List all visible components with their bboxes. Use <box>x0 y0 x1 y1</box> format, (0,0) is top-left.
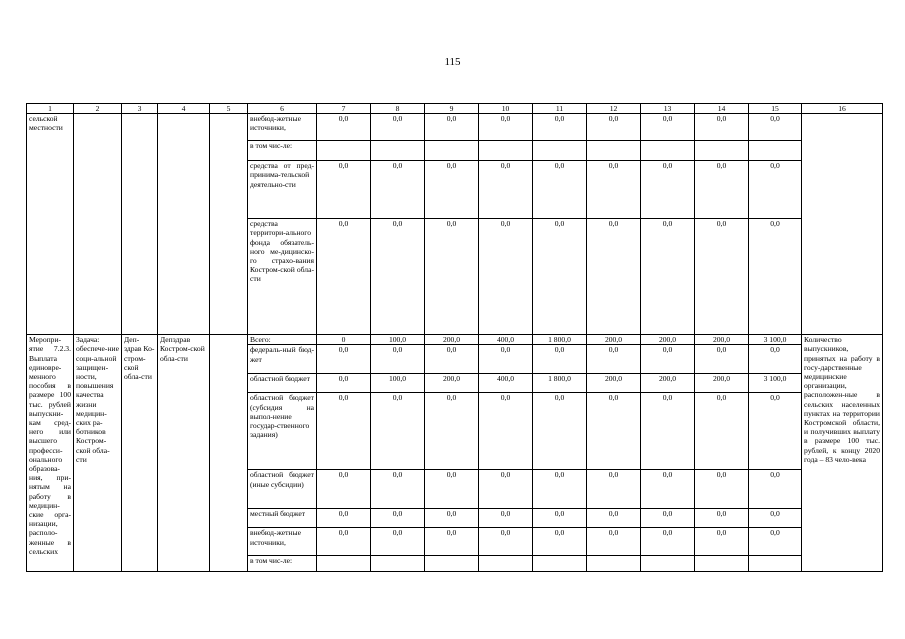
amount-cell: 1 800,0 <box>533 335 587 345</box>
amount-cell: 0,0 <box>371 509 425 528</box>
amount-cell: 0,0 <box>695 161 749 219</box>
column-header: 11 <box>533 104 587 114</box>
funding-source: областной бюджет (субсидия на выпол-нение государ-ственного задания) <box>248 393 317 470</box>
amount-cell: 0 <box>317 335 371 345</box>
amount-cell: 0,0 <box>371 528 425 556</box>
empty-cell <box>210 335 248 572</box>
amount-cell: 0,0 <box>641 345 695 374</box>
amount-cell: 200,0 <box>587 335 641 345</box>
amount-cell: 1 800,0 <box>533 374 587 393</box>
amount-cell: 200,0 <box>587 374 641 393</box>
amount-cell: 0,0 <box>317 509 371 528</box>
funding-source: областной бюджет (иные субсидии) <box>248 470 317 509</box>
amount-cell: 0,0 <box>425 528 479 556</box>
amount-cell <box>425 556 479 572</box>
amount-cell: 0,0 <box>587 161 641 219</box>
amount-cell: 200,0 <box>425 335 479 345</box>
amount-cell: 0,0 <box>695 509 749 528</box>
amount-cell: 0,0 <box>533 509 587 528</box>
amount-cell <box>371 556 425 572</box>
amount-cell: 0,0 <box>533 161 587 219</box>
amount-cell: 0,0 <box>479 345 533 374</box>
amount-cell <box>695 556 749 572</box>
co-executor: Депздрав Костром-ской обла-сти <box>158 335 210 572</box>
amount-cell: 0,0 <box>749 219 802 335</box>
amount-cell <box>641 141 695 161</box>
amount-cell <box>587 556 641 572</box>
amount-cell: 0,0 <box>587 219 641 335</box>
amount-cell <box>641 556 695 572</box>
column-header: 10 <box>479 104 533 114</box>
amount-cell: 0,0 <box>371 470 425 509</box>
amount-cell: 0,0 <box>749 528 802 556</box>
amount-cell: 0,0 <box>587 470 641 509</box>
amount-cell <box>533 556 587 572</box>
empty-cell <box>158 114 210 335</box>
column-header: 1 <box>27 104 74 114</box>
amount-cell: 0,0 <box>425 219 479 335</box>
amount-cell: 3 100,0 <box>749 335 802 345</box>
amount-cell: 0,0 <box>749 114 802 141</box>
amount-cell <box>317 556 371 572</box>
amount-cell: 100,0 <box>371 335 425 345</box>
funding-source: федераль-ный бюд-жет <box>248 345 317 374</box>
amount-cell: 0,0 <box>749 509 802 528</box>
amount-cell: 0,0 <box>587 114 641 141</box>
amount-cell: 0,0 <box>749 393 802 470</box>
amount-cell: 0,0 <box>479 509 533 528</box>
amount-cell: 0,0 <box>533 219 587 335</box>
amount-cell: 0,0 <box>317 345 371 374</box>
amount-cell: 3 100,0 <box>749 374 802 393</box>
amount-cell: 0,0 <box>479 470 533 509</box>
amount-cell: 0,0 <box>695 393 749 470</box>
amount-cell: 0,0 <box>371 345 425 374</box>
funding-source: областной бюджет <box>248 374 317 393</box>
amount-cell <box>479 556 533 572</box>
amount-cell: 0,0 <box>641 393 695 470</box>
amount-cell: 0,0 <box>695 219 749 335</box>
column-header: 8 <box>371 104 425 114</box>
amount-cell: 0,0 <box>695 470 749 509</box>
amount-cell: 0,0 <box>317 161 371 219</box>
funding-source: Всего: <box>248 335 317 345</box>
page-number: 115 <box>444 56 461 68</box>
amount-cell: 0,0 <box>371 219 425 335</box>
activity-name: Меропри-ятие 7.2.3. Выплата единовре-менного пособия в размере 100 тыс. рублей выпускни-кам сред-него или высшего професси-онального образова-ния, при-нятым на работу в медицин-ские орга-низации, располо-женные в сельских <box>27 335 74 572</box>
amount-cell: 0,0 <box>641 161 695 219</box>
column-header: 3 <box>122 104 158 114</box>
amount-cell: 0,0 <box>425 470 479 509</box>
amount-cell: 0,0 <box>371 161 425 219</box>
amount-cell <box>749 141 802 161</box>
amount-cell: 0,0 <box>425 393 479 470</box>
amount-cell: 0,0 <box>317 219 371 335</box>
amount-cell: 0,0 <box>479 161 533 219</box>
column-header: 9 <box>425 104 479 114</box>
column-header: 2 <box>74 104 122 114</box>
activity-name: сельской местности <box>27 114 74 335</box>
amount-cell <box>479 141 533 161</box>
amount-cell: 0,0 <box>317 114 371 141</box>
expected-result: Количество выпускников, принятых на работу в госу-дарственные медицинские организации, расположен-ные в сельских населенных пунктах на территории Костромской области, и получивших выплату в размере 100 тыс. рублей, к концу 2020 года – 83 чело-века <box>802 335 883 572</box>
funding-source: в том чис-ле: <box>248 141 317 161</box>
empty-cell <box>802 114 883 335</box>
column-header: 14 <box>695 104 749 114</box>
amount-cell: 0,0 <box>425 509 479 528</box>
amount-cell: 0,0 <box>695 345 749 374</box>
funding-source: средства от пред-принима-тельской деятельно-сти <box>248 161 317 219</box>
amount-cell: 0,0 <box>587 509 641 528</box>
funding-source: местный бюджет <box>248 509 317 528</box>
column-header: 6 <box>248 104 317 114</box>
column-header: 12 <box>587 104 641 114</box>
header-row <box>27 104 883 114</box>
amount-cell: 200,0 <box>695 335 749 345</box>
amount-cell <box>371 141 425 161</box>
amount-cell: 0,0 <box>749 470 802 509</box>
amount-cell: 400,0 <box>479 335 533 345</box>
amount-cell: 0,0 <box>749 345 802 374</box>
amount-cell <box>425 141 479 161</box>
amount-cell: 0,0 <box>317 393 371 470</box>
amount-cell: 0,0 <box>425 114 479 141</box>
amount-cell: 0,0 <box>641 114 695 141</box>
amount-cell: 200,0 <box>641 374 695 393</box>
column-header: 16 <box>802 104 883 114</box>
column-header: 5 <box>210 104 248 114</box>
empty-cell <box>210 114 248 335</box>
amount-cell: 0,0 <box>479 114 533 141</box>
amount-cell: 0,0 <box>533 345 587 374</box>
amount-cell: 0,0 <box>371 114 425 141</box>
amount-cell: 0,0 <box>371 393 425 470</box>
amount-cell: 0,0 <box>587 393 641 470</box>
amount-cell: 0,0 <box>749 161 802 219</box>
amount-cell: 0,0 <box>317 528 371 556</box>
amount-cell: 100,0 <box>371 374 425 393</box>
funding-source: в том чис-ле: <box>248 556 317 572</box>
amount-cell: 400,0 <box>479 374 533 393</box>
amount-cell: 0,0 <box>425 345 479 374</box>
amount-cell: 0,0 <box>533 470 587 509</box>
amount-cell <box>533 141 587 161</box>
amount-cell: 0,0 <box>641 509 695 528</box>
amount-cell: 0,0 <box>641 219 695 335</box>
amount-cell: 0,0 <box>641 470 695 509</box>
task-description: Задача: обеспече-ние соци-альной защищен-ности, повышения качества жизни медицин-ских ра-ботников Костром-ской обла-сти <box>74 335 122 572</box>
amount-cell: 0,0 <box>479 393 533 470</box>
amount-cell: 0,0 <box>695 114 749 141</box>
column-header: 15 <box>749 104 802 114</box>
amount-cell <box>749 556 802 572</box>
amount-cell: 0,0 <box>587 528 641 556</box>
budget-table <box>26 103 883 572</box>
amount-cell: 0,0 <box>587 345 641 374</box>
amount-cell: 0,0 <box>533 393 587 470</box>
amount-cell: 0,0 <box>425 161 479 219</box>
funding-source: внебюд-жетные источники, <box>248 528 317 556</box>
amount-cell: 0,0 <box>317 374 371 393</box>
amount-cell <box>695 141 749 161</box>
empty-cell <box>74 114 122 335</box>
funding-source: средства территори-ального фонда обязатель-ного ме-дицинско-го страхо-вания Костром-ской обла-сти <box>248 219 317 335</box>
column-header: 13 <box>641 104 695 114</box>
amount-cell: 200,0 <box>425 374 479 393</box>
amount-cell: 0,0 <box>479 528 533 556</box>
amount-cell <box>587 141 641 161</box>
amount-cell: 0,0 <box>317 470 371 509</box>
amount-cell: 0,0 <box>479 219 533 335</box>
amount-cell: 0,0 <box>533 528 587 556</box>
amount-cell: 0,0 <box>641 528 695 556</box>
amount-cell <box>317 141 371 161</box>
responsible-executor: Деп-здрав Ко-стром-ской обла-сти <box>122 335 158 572</box>
amount-cell: 0,0 <box>533 114 587 141</box>
table-row <box>27 335 883 345</box>
table-row <box>27 114 883 141</box>
empty-cell <box>122 114 158 335</box>
amount-cell: 200,0 <box>641 335 695 345</box>
column-header: 7 <box>317 104 371 114</box>
funding-source: внебюд-жетные источники, <box>248 114 317 141</box>
column-header: 4 <box>158 104 210 114</box>
amount-cell: 0,0 <box>695 528 749 556</box>
amount-cell: 200,0 <box>695 374 749 393</box>
